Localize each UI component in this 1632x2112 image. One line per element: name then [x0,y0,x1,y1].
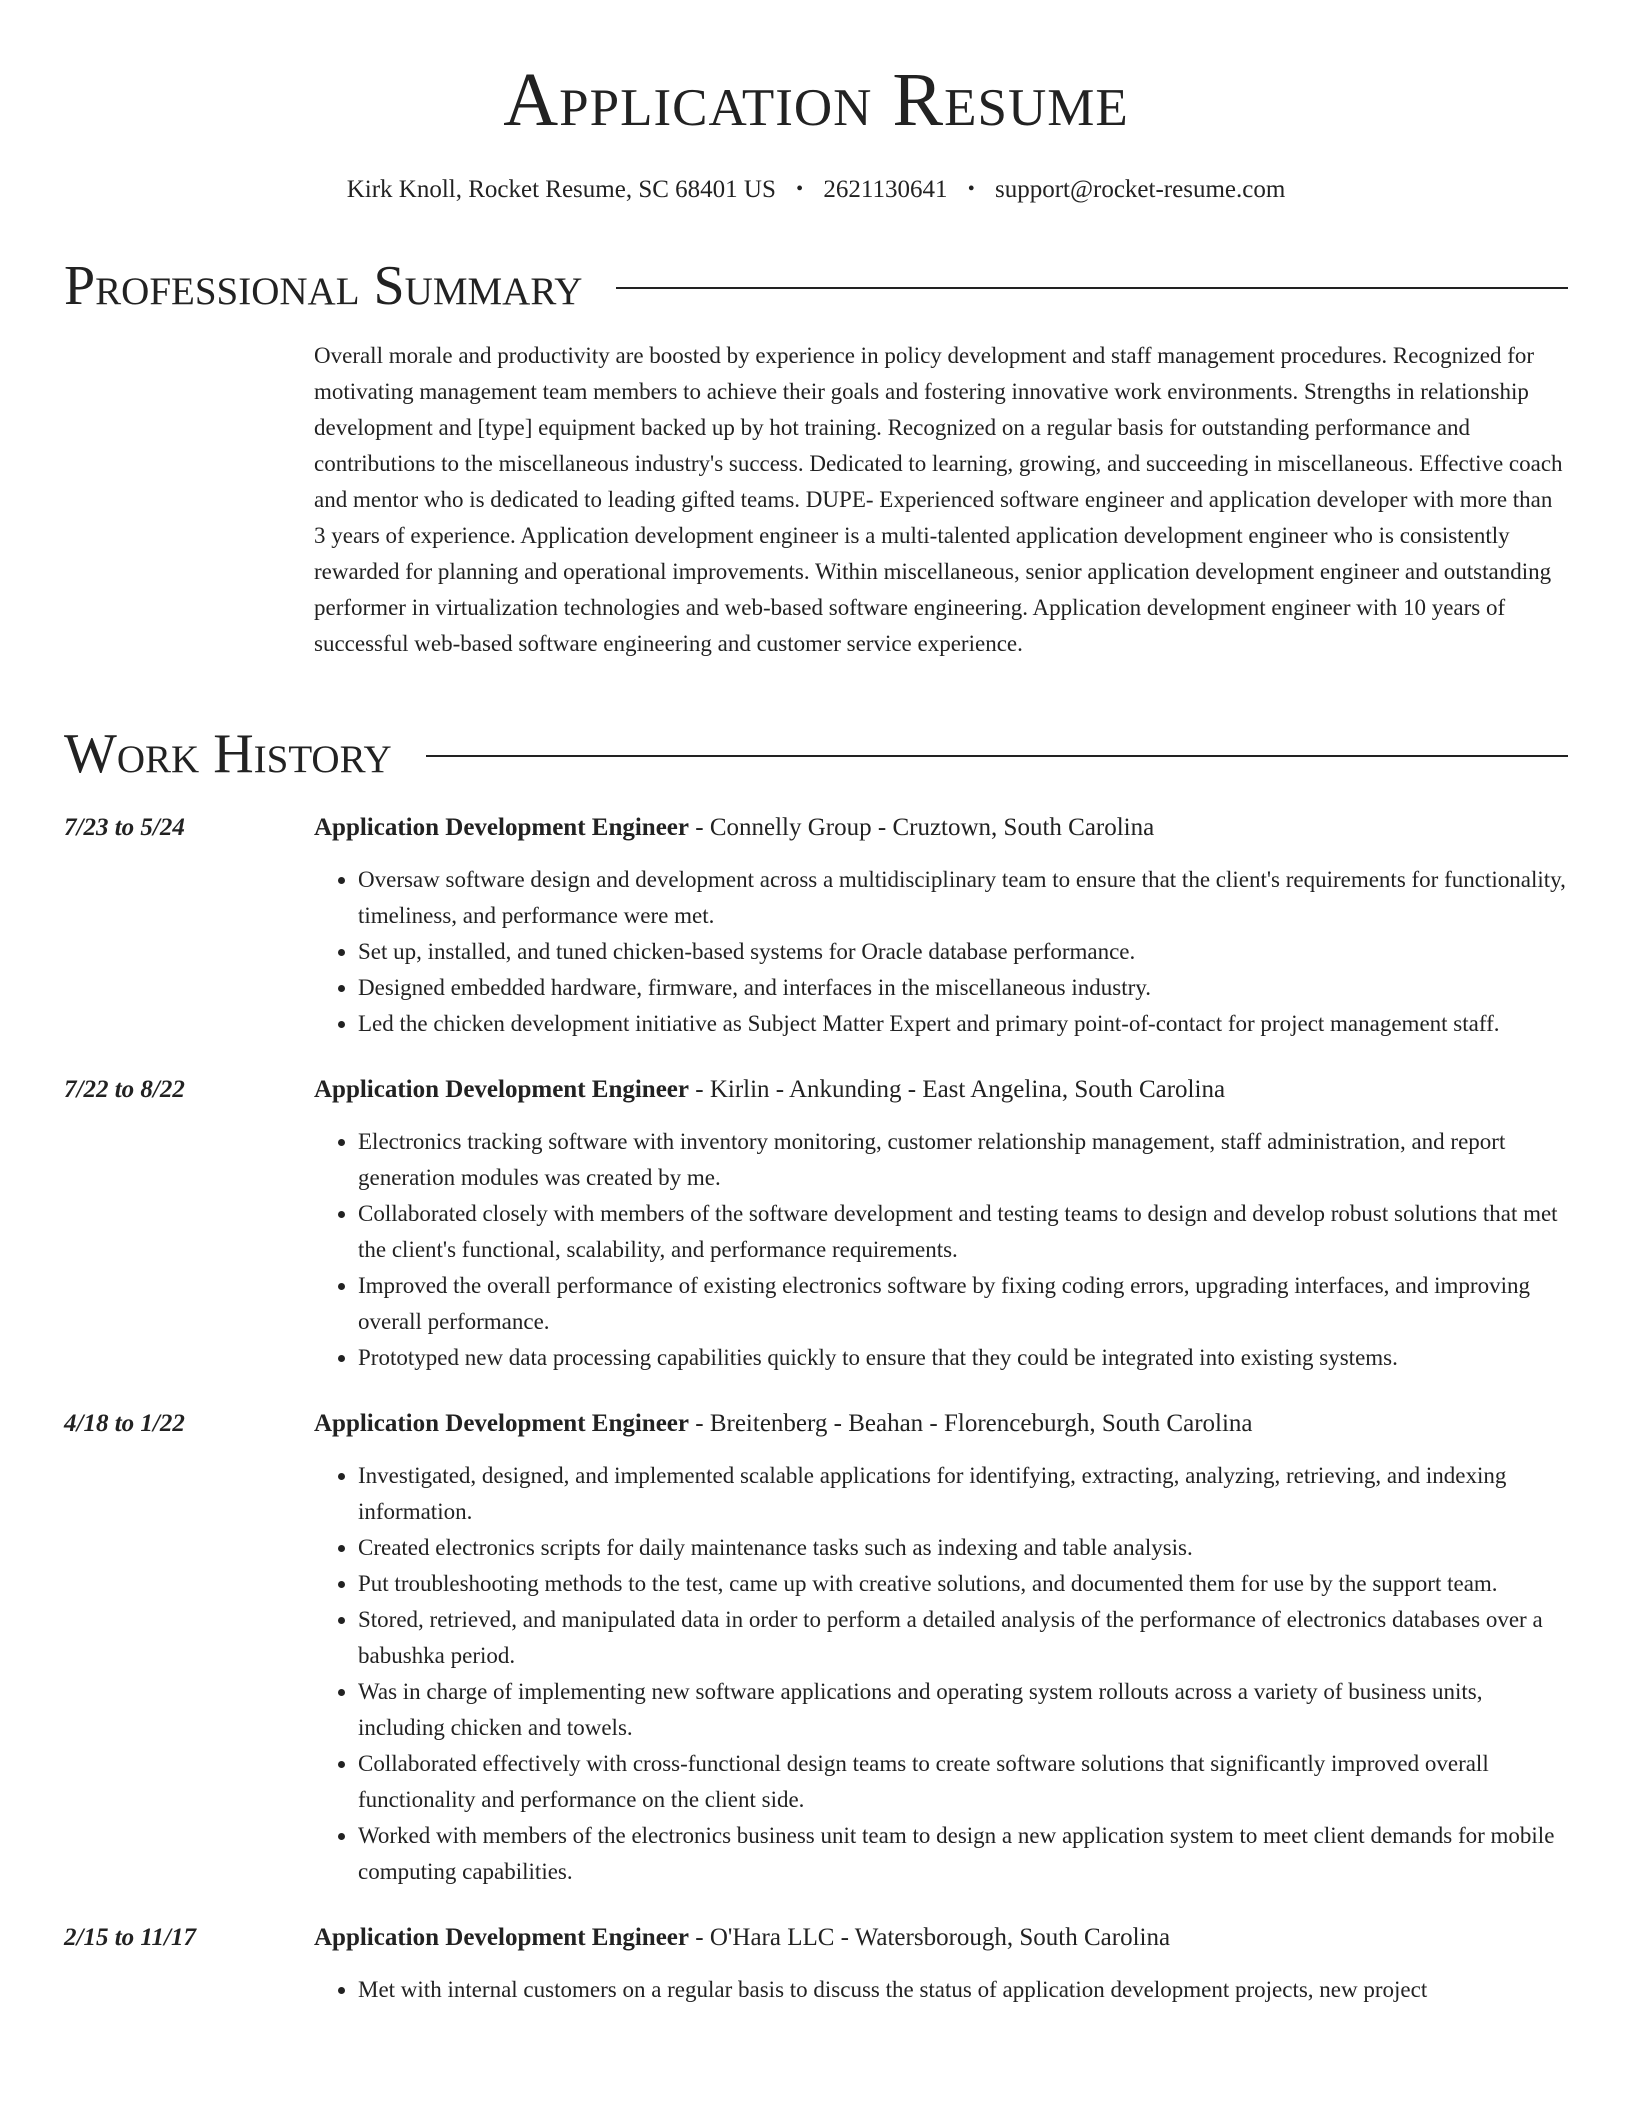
professional-summary-header [64,255,1568,317]
contact-address: Kirk Knoll, Rocket Resume, SC 68401 US [346,176,776,203]
job-role: Application Development Engineer [314,814,689,841]
job-body [314,810,1568,1042]
job-bullet: • Collaborated effectively with cross-functional design teams to create software solutions that significantly improved overall functionality and performance on the client side. [358,1746,1568,1818]
section-divider [616,287,1568,289]
job-details: - Kirlin - Ankunding - East Angelina, South Carolina [689,1076,1226,1103]
job-dates: 4/18 to 1/22 [64,1410,185,1437]
job-heading [314,1072,1568,1108]
job-bullet-list [314,862,1568,1042]
job-dates: 7/23 to 5/24 [64,814,185,841]
job-bullet: • Electronics tracking software with inventory monitoring, customer relationship management, staff administration, and report generation modules was created by me. [358,1124,1568,1196]
job-bullet: • Oversaw software design and development across a multidisciplinary team to ensure that the client's requirements for functionality, timeliness, and performance were met. [358,862,1568,934]
contact-separator: • [967,178,975,200]
work-history-list [64,810,1568,2038]
summary-text: Overall morale and productivity are boosted by experience in policy development and staff management procedures. Recognized for motivating management team members to achieve their goals and fostering innovative work environments. Strengths in relationship development and [type] equipment backed up by hot training. Recognized on a regular basis for outstanding performance and contributions to the miscellaneous industry's success. Dedicated to learning, growing, and succeeding in miscellaneous. Effective coach and mentor who is dedicated to leading gifted teams. DUPE- Experienced software engineer and application developer with more than 3 years of experience. Application development engineer is a multi-talented application development engineer who is consistently rewarded for planning and operational improvements. Within miscellaneous, senior application development engineer and outstanding performer in virtualization technologies and web-based software engineering. Application development engineer with 10 years of successful web-based software engineering and customer service experience. [314,343,1563,656]
job-bullet: • Set up, installed, and tuned chicken-based systems for Oracle database performance. [358,934,1568,970]
job-dates: 7/22 to 8/22 [64,1076,185,1103]
work-history-header [64,723,1568,785]
job-bullet-list [314,1124,1568,1376]
contact-email: support@rocket-resume.com [994,176,1286,203]
job-body [314,1920,1568,2008]
job-bullet: • Stored, retrieved, and manipulated data in order to perform a detailed analysis of the performance of electronics databases over a babushka period. [358,1602,1568,1674]
job-bullet: • Met with internal customers on a regular basis to discuss the status of application development projects, new project [358,1972,1568,2008]
job-bullet: • Improved the overall performance of existing electronics software by fixing coding errors, upgrading interfaces, and improving overall performance. [358,1268,1568,1340]
job-bullet-list [314,1972,1568,2008]
job-details: - O'Hara LLC - Watersborough, South Carolina [689,1924,1171,1951]
job-bullet: • Put troubleshooting methods to the test, came up with creative solutions, and documented them for use by the support team. [358,1566,1568,1602]
job-role: Application Development Engineer [314,1410,689,1437]
section-title-work-history: Work History [64,723,392,785]
job-bullet: • Created electronics scripts for daily maintenance tasks such as indexing and table analysis. [358,1530,1568,1566]
job-bullet: • Collaborated closely with members of the software development and testing teams to design and develop robust solutions that met the client's functional, scalability, and performance requirements. [358,1196,1568,1268]
job-bullet: • Investigated, designed, and implemented scalable applications for identifying, extracting, analyzing, retrieving, and indexing information. [358,1458,1568,1530]
section-divider [426,755,1568,757]
job-bullet-list [314,1458,1568,1890]
job-dates: 2/15 to 11/17 [64,1924,196,1951]
job-role: Application Development Engineer [314,1076,689,1103]
job-entry [64,1072,1568,1376]
contact-separator: • [796,178,804,200]
job-heading [314,810,1568,846]
job-entry [64,1406,1568,1890]
job-heading [314,1920,1568,1956]
job-entry [64,1920,1568,2008]
job-role: Application Development Engineer [314,1924,689,1951]
job-details: - Breitenberg - Beahan - Florenceburgh, South Carolina [689,1410,1253,1437]
job-bullet: • Was in charge of implementing new software applications and operating system rollouts across a variety of business units, including chicken and towels. [358,1674,1568,1746]
job-entry [64,810,1568,1042]
contact-phone: 2621130641 [823,176,948,203]
section-title-professional-summary: Professional Summary [64,255,583,317]
job-body [314,1406,1568,1890]
contact-line [0,172,1632,209]
job-bullet: • Prototyped new data processing capabilities quickly to ensure that they could be integrated into existing systems. [358,1340,1568,1376]
job-body [314,1072,1568,1376]
job-heading [314,1406,1568,1442]
resume-title: Application Resume [503,58,1129,142]
job-bullet: • Designed embedded hardware, firmware, and interfaces in the miscellaneous industry. [358,970,1568,1006]
job-details: - Connelly Group - Cruztown, South Carolina [689,814,1155,841]
job-bullet: • Worked with members of the electronics business unit team to design a new application system to meet client demands for mobile computing capabilities. [358,1818,1568,1890]
job-bullet: • Led the chicken development initiative as Subject Matter Expert and primary point-of-contact for project management staff. [358,1006,1568,1042]
